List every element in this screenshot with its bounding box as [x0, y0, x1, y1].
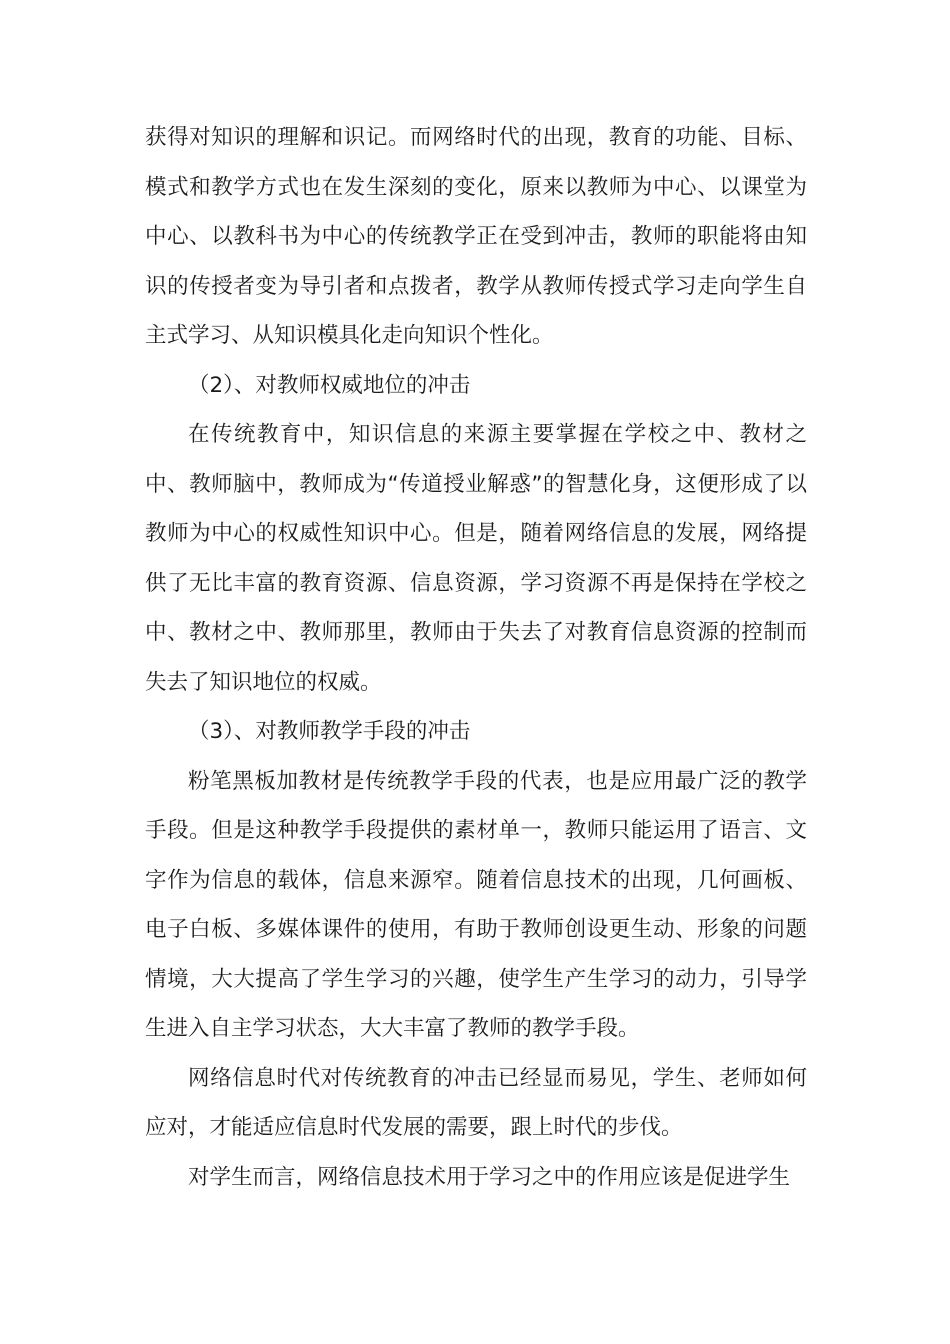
section-heading-3: （3）、对教师教学手段的冲击	[188, 719, 471, 744]
document-body	[145, 113, 807, 1202]
paragraph-teaching-means: 粉笔黑板加教材是传统教学手段的代表，也是应用最广泛的教学手段。但是这种教学手段提供的素材单一，教师只能运用了语言、文字作为信息的载体，信息来源窄。随着信息技术的出现，几何画板、电子白板、多媒体课件的使用，有助于教师创设更生动、形象的问题情境，大大提高了学生学习的兴趣，使学生产生学习的动力，引导学生进入自主学习状态，大大丰富了教师的教学手段。	[145, 768, 807, 1041]
paragraph-teacher-authority: 在传统教育中，知识信息的来源主要掌握在学校之中、教材之中、教师脑中，教师成为“传道授业解惑”的智慧化身，这便形成了以教师为中心的权威性知识中心。但是，随着网络信息的发展，网络提供了无比丰富的教育资源、信息资源，学习资源不再是保持在学校之中、教材之中、教师那里，教师由于失去了对教育信息资源的控制而失去了知识地位的权威。	[145, 422, 807, 695]
section-heading-2: （2）、对教师权威地位的冲击	[188, 372, 471, 398]
paragraph-students: 对学生而言，网络信息技术用于学习之中的作用应该是促进学生	[188, 1164, 791, 1190]
paragraph-continuation: 获得对知识的理解和识记。而网络时代的出现，教育的功能、目标、模式和教学方式也在发生深刻的变化，原来以教师为中心、以课堂为中心、以教科书为中心的传统教学正在受到冲击，教师的职能将由知识的传授者变为导引者和点拨者，教学从教师传授式学习走向学生自主式学习、从知识模具化走向知识个性化。	[145, 125, 807, 348]
paragraph-impact-summary: 网络信息时代对传统教育的冲击已经显而易见，学生、老师如何应对，才能适应信息时代发展的需要，跟上时代的步伐。	[145, 1065, 807, 1140]
